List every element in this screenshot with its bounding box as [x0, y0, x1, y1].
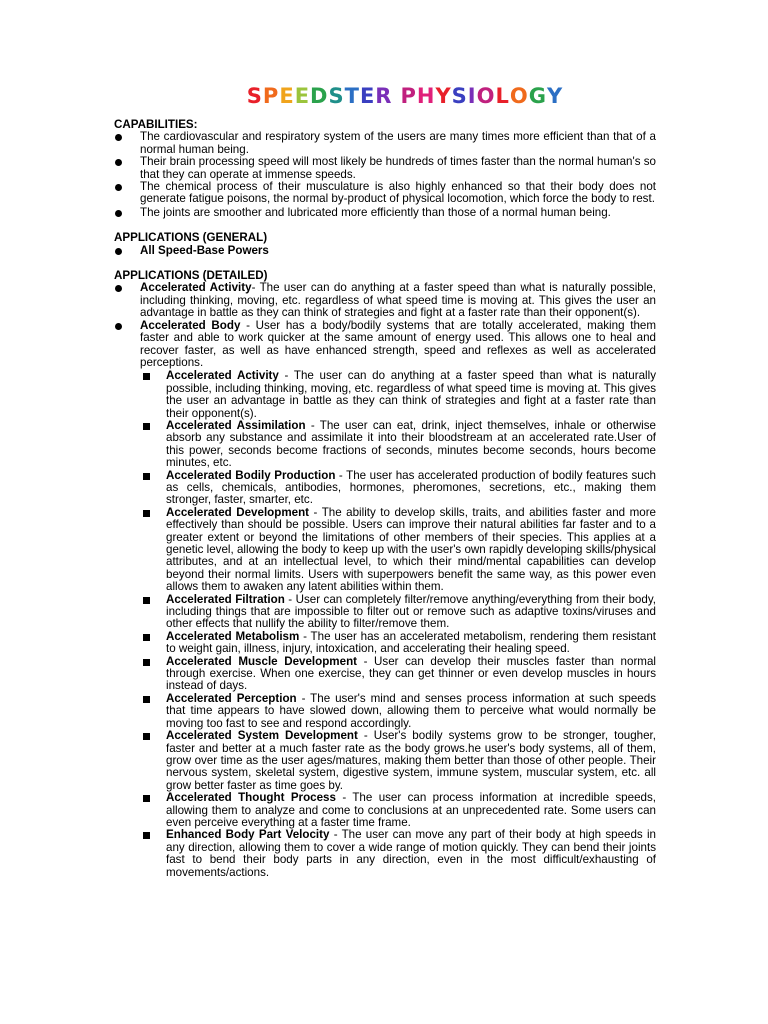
- applications-general-list: [114, 245, 656, 257]
- square-bullet-icon: [143, 832, 150, 839]
- title-letter: S: [246, 84, 263, 108]
- list-item: Accelerated Metabolism - The user has an accelerated metabolism, rendering them resistant to weight gain, illness, injury, intoxication, and accelerating their healing speed.: [140, 631, 656, 656]
- list-item: All Speed-Base Powers: [114, 245, 656, 257]
- title-letter: R: [375, 84, 393, 108]
- list-item: Enhanced Body Part Velocity - The user can move any part of their body at high speeds in any direction, allowing them to cover a wide range of motion quickly. They can bend their joints fast to bend their body parts in any direction, even in the most difficult/exhausting of movements/actions.: [140, 829, 656, 879]
- title-letter: G: [528, 84, 547, 108]
- page-title: [114, 0, 656, 108]
- list-item: Accelerated Body - User has a body/bodily systems that are totally accelerated, making them faster and able to work quicker at the same amount of energy used. This allows one to heal and recover faster, as well as have enhanced strength, speed and reflexes as well as accelerated perceptions. Accelerated Activity - The user can do anything at a faster speed than what is naturally possible, including thinking, moving, etc. regardless of what speed time is moving at. This gives the user an advantage in battle as they can think of strategies and fight at a faster rate than their opponent(s). Accelerated Assimilation - The user can eat, drink, inject themselves, inhale or otherwise absorb any substance and assimilate it into their bloodstream at an accelerated rate.User of this power, seconds become fractions of seconds, minutes become seconds, hours become minutes, etc. Accelerated Bodily Production - The user has accelerated production of bodily features such as cells, chemicals, antibodies, hormones, pheromones, secretions, etc., making them stronger, faster, smarter, etc. Accelerated Development - The ability to develop skills, traits, and abilities faster and more effectively than should be possible. Users can improve their natural abilities far faster and to a greater extent or beyond the limitations of other members of their species. This applies at a genetic level, allowing the body to keep up with the user's own rapidly developing skills/physical attributes, and at an intellectual level, to which their mind/mental capabilities can develop beyond their normal limits. Users with superpowers benefit the same way, as this power even allows them to awaken any latent abilities within them. Accelerated Filtration - User can completely filter/remove anything/everything from their body, including things that are impossible to filter out or remove such as adaptive toxins/viruses and other effects that nullify the ability to filter/remove them. Accelerated Metabolism - The user has an accelerated metabolism, rendering them resistant to weight gain, illness, injury, intoxication, and accelerating their healing speed. Accelerated Muscle Development - User can develop their muscles faster than normal through exercise. When one exercise, they can get thinner or even develop muscles in hours instead of days. Accelerated Perception - The user's mind and senses process information at such speeds that time appears to have slowed down, allowing them to perceive what would normally be moving too fast to see and respond accordingly. Accelerated System Development - User's bodily systems grow to be stronger, tougher, faster and better at a much faster rate as the body grows.he user's body systems, all of them, grow over time as the user ages/matures, making them better than those of other people. Their nervous system, skeletal system, digestive system, immune system, muscular system, etc. all grow better faster as time goes by. Accelerated Thought Process - The user can process information at incredible speeds, allowing them to analyze and come to conclusions at an unprecedented rate. Some users can even perceive everything at a faster time frame. Enhanced Body Part Velocity - The user can move any part of their body at high speeds in any direction, allowing them to cover a wide range of motion quickly. They can bend their joints fast to bend their body parts in any direction, even in the most difficult/exhausting of movements/actions.: [114, 320, 656, 879]
- square-bullet-icon: [143, 373, 150, 380]
- title-letter: S: [451, 84, 468, 108]
- list-item: Accelerated Perception - The user's mind and senses process information at such speeds that time appears to have slowed down, allowing them to perceive what would normally be moving too fast to see and respond accordingly.: [140, 693, 656, 730]
- square-bullet-icon: [143, 597, 150, 604]
- applications-detailed-list: [114, 282, 656, 879]
- list-item: Accelerated System Development - User's bodily systems grow to be stronger, tougher, faster and better at a much faster rate as the body grows.he user's body systems, all of them, grow over time as the user ages/matures, making them better than those of other people. Their nervous system, skeletal system, digestive system, immune system, muscular system, etc. all grow better faster as time goes by.: [140, 730, 656, 792]
- applications-detailed-heading: APPLICATIONS (DETAILED): [114, 269, 268, 283]
- title-letter: O: [509, 84, 529, 108]
- title-letter: E: [359, 84, 376, 108]
- square-bullet-icon: [143, 473, 150, 480]
- title-letter: S: [328, 84, 345, 108]
- bullet-icon: [115, 134, 122, 141]
- title-letter: I: [467, 84, 477, 108]
- list-item: The joints are smoother and lubricated more efficiently than those of a normal human being.: [114, 207, 656, 219]
- list-item: Accelerated Bodily Production - The user has accelerated production of bodily features such as cells, chemicals, antibodies, hormones, pheromones, secretions, etc., making them stronger, faster, smarter, etc.: [140, 470, 656, 507]
- title-letter: D: [310, 84, 329, 108]
- title-letter: T: [344, 84, 360, 108]
- list-item: Accelerated Muscle Development - User can develop their muscles faster than normal through exercise. When one exercise, they can get thinner or even develop muscles in hours instead of days.: [140, 656, 656, 693]
- bullet-icon: [115, 285, 122, 292]
- title-letter: H: [416, 84, 436, 108]
- title-letter: O: [476, 84, 496, 108]
- list-item: Accelerated Activity- The user can do anything at a faster speed than what is naturally possible, including thinking, moving, etc. regardless of what speed time is moving at. This gives the user an advantage in battle as they can think of strategies and fight at a faster rate than their opponent(s).: [114, 282, 656, 319]
- square-bullet-icon: [143, 696, 150, 703]
- list-item: Accelerated Activity - The user can do anything at a faster speed than what is naturally possible, including thinking, moving, etc. regardless of what speed time is moving at. This gives the user an advantage in battle as they can think of strategies and fight at a faster rate than their opponent(s).: [140, 370, 656, 420]
- bullet-icon: [115, 184, 122, 191]
- square-bullet-icon: [143, 795, 150, 802]
- title-letter: E: [279, 84, 295, 108]
- capabilities-list: [114, 131, 656, 219]
- list-item: Their brain processing speed will most likely be hundreds of times faster than the normal human's so that they can operate at immense speeds.: [114, 156, 656, 181]
- square-bullet-icon: [143, 659, 150, 666]
- list-item: Accelerated Thought Process - The user can process information at incredible speeds, allowing them to analyze and come to conclusions at an unprecedented rate. Some users can even perceive everything at a faster time frame.: [140, 792, 656, 829]
- applications-general-heading: APPLICATIONS (GENERAL): [114, 231, 268, 245]
- bullet-icon: [115, 248, 122, 255]
- list-item: The chemical process of their musculature is also highly enhanced so that their body does not generate fatigue poisons, the normal by-product of physical locomotion, which force the body to rest.: [114, 181, 656, 206]
- title-letter: Y: [546, 84, 564, 108]
- title-letter: E: [294, 84, 311, 108]
- bullet-icon: [115, 159, 122, 166]
- list-item: Accelerated Development - The ability to develop skills, traits, and abilities faster and more effectively than should be possible. Users can improve their natural abilities far faster and to a greater extent or beyond the limitations of other members of their species. This applies at a genetic level, allowing the body to keep up with the user's own rapidly developing skills/physical attributes, and at an intellectual level, to which their mind/mental capabilities can develop beyond their normal limits. Users with superpowers benefit the same way, as this power even allows them to awaken any latent abilities within them.: [140, 507, 656, 594]
- square-bullet-icon: [143, 733, 150, 740]
- title-letter: Y: [435, 84, 452, 108]
- square-bullet-icon: [143, 510, 150, 517]
- bullet-icon: [115, 210, 122, 217]
- list-item: The cardiovascular and respiratory system of the users are many times more efficient than that of a normal human being.: [114, 131, 656, 156]
- list-item: Accelerated Assimilation - The user can eat, drink, inject themselves, inhale or otherwise absorb any substance and assimilate it into their bloodstream at an accelerated rate.User of this power, seconds become fractions of seconds, minutes become seconds, hours become minutes, etc.: [140, 420, 656, 470]
- applications-sublist: [140, 370, 656, 879]
- list-item: Accelerated Filtration - User can completely filter/remove anything/everything from their body, including things that are impossible to filter out or remove such as adaptive toxins/viruses and other effects that nullify the ability to filter/remove them.: [140, 594, 656, 631]
- title-letter: L: [495, 84, 510, 108]
- capabilities-heading: CAPABILITIES:: [114, 118, 198, 131]
- square-bullet-icon: [143, 423, 150, 430]
- square-bullet-icon: [143, 634, 150, 641]
- title-letter: P: [262, 84, 280, 108]
- bullet-icon: [115, 323, 122, 330]
- title-letter: P: [400, 84, 417, 108]
